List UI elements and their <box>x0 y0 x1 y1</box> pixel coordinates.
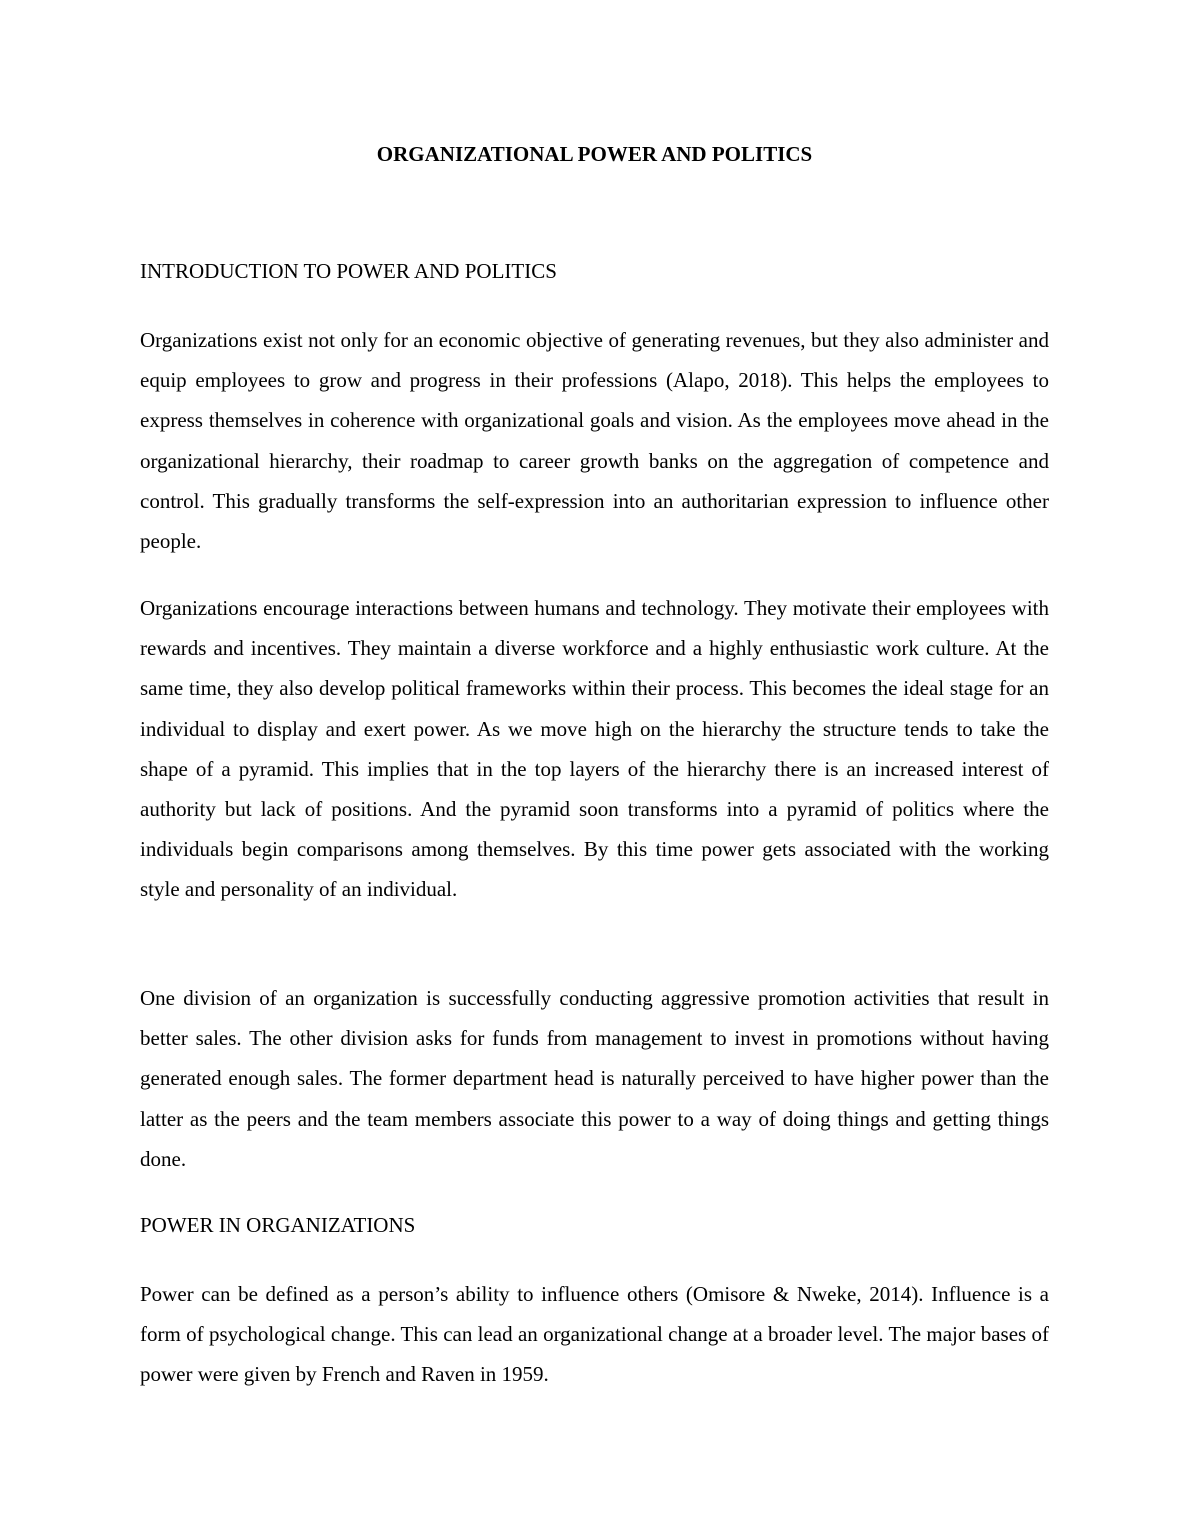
document-title: ORGANIZATIONAL POWER AND POLITICS <box>376 142 813 166</box>
section-heading-introduction: INTRODUCTION TO POWER AND POLITICS <box>140 259 557 283</box>
paragraph-4: Power can be defined as a person’s ability to influence others (Omisore & Nweke, 2014). Influence is a form of psychological change. This can lead an organizational change at a broader level. The major bases of power were given by French and Raven in 1959. <box>140 1282 1049 1387</box>
paragraph-2: Organizations encourage interactions between humans and technology. They motivate their employees with rewards and incentives. They maintain a diverse workforce and a highly enthusiastic work culture. At the same time, they also develop political frameworks within their process. This becomes the ideal stage for an individual to display and exert power. As we move high on the hierarchy the structure tends to take the shape of a pyramid. This implies that in the top layers of the hierarchy there is an increased interest of authority but lack of positions. And the pyramid soon transforms into a pyramid of politics where the individuals begin comparisons among themselves. By this time power gets associated with the working style and personality of an individual. <box>140 596 1049 902</box>
paragraph-3: One division of an organization is successfully conducting aggressive promotion activities that result in better sales. The other division asks for funds from management to invest in promotions without having generated enough sales. The former department head is naturally perceived to have higher power than the latter as the peers and the team members associate this power to a way of doing things and getting things done. <box>140 986 1049 1171</box>
paragraph-1: Organizations exist not only for an economic objective of generating revenues, but they also administer and equip employees to grow and progress in their professions (Alapo, 2018). This helps the employees to express themselves in coherence with organizational goals and vision. As the employees move ahead in the organizational hierarchy, their roadmap to career growth banks on the aggregation of competence and control. This gradually transforms the self-expression into an authoritarian expression to influence other people. <box>140 328 1049 554</box>
section-heading-power: POWER IN ORGANIZATIONS <box>140 1213 416 1237</box>
